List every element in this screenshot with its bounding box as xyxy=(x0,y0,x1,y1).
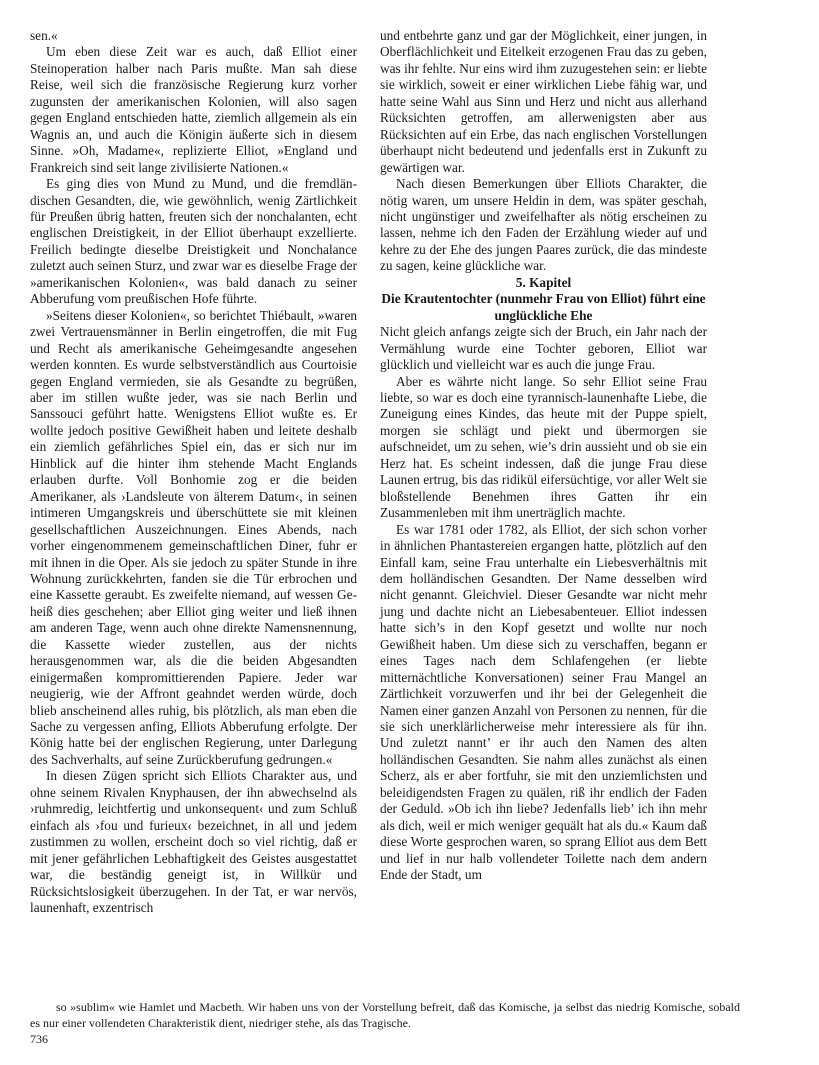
paragraph: Aber es währte nicht lange. So sehr Elliot seine Frau liebte, so war es doch eine tyrannisch-launenhafte Liebe, die Zuneigung eines Kindes, das heute mit der Puppe spielt, morgen sie schlägt und piekt und übermorgen sie aufschneidet, um zu sehen, wie’s drin aussieht und ob sie ein Herz hat. Es scheint indessen, daß die junge Frau diese Launen ertrug, bis das ridikül eifersüchtige, vor aller Welt sie bloßstellende Benehmen ihres Gatten ihr ein Zusammenleben mit ihm unerträglich machte. xyxy=(380,373,707,521)
right-column xyxy=(380,28,707,884)
paragraph: sen.« xyxy=(30,28,58,43)
paragraph: und entbehrte ganz und gar der Möglichkeit, einer jungen, in Oberflächlichkeit und Eitelkeit erzogenen Frau das zu geben, was ihr fehlte. Nur eins wird ihm zuzugestehen sein: er liebte sie wirklich, soweit er einer wirklichen Liebe fähig war, und hatte seine Wahl aus Sinn und Herz und nicht aus allerhand Rücksichten getroffen, am allerwenigsten aber aus Rücksichten auf ein Erbe, das nach englischen Vorstellungen überhaupt nicht bedeutend und jedenfalls erst in Zukunft zu gewärtigen war. xyxy=(380,28,707,175)
page-number: 736 xyxy=(30,1032,48,1046)
paragraph: Es war 1781 oder 1782, als Elliot, der sich schon vorher in ähnlichen Phantastereien ergangen hatte, plötzlich auf den Einfall kam, seine Frau unterhalte ein Liebesverhältnis mit dem holländischen Gesandten. Der Name desselben wird nicht genannt. Gleichviel. Dieser Gesandte war nicht mehr jung und dachte nicht an Liebesabenteuer. Elliot indessen hatte sich’s in den Kopf gesetzt und wollte nur noch Gewißheit haben. Um diese sich zu verschaffen, begann er eines Tages nach dem Schlafengehen (er liebte mitternächtliche Konversationen) seiner Frau Mangel an Zärtlichkeit vorzuwerfen und ihr bei der Gelegenheit die Namen einer ganzen Anzahl von Personen zu nennen, für die sie sich unerklärlicherweise mehr interessiere als für ihn. Und zuletzt nannt’ er ihr auch den Namen des alten holländischen Gesandten. Sie nahm alles zunächst als einen Scherz, als er aber fortfuhr, sie mit den unziemlichsten und beleidigendsten Fragen zu quälen, riß ihr endlich der Faden der Geduld. »Ob ich ihn liebe? Jedenfalls lieb’ ich ihn mehr als dich, weil er mich weniger gequält hat als du.« Kaum daß diese Worte gesprochen waren, so sprang Elliot aus dem Bett und lief in nur halb vollendeter Toilette nach dem andern Ende der Stadt, um xyxy=(380,521,707,883)
footnote: so »sublim« wie Hamlet und Macbeth. Wir haben uns von der Vorstellung befreit, daß das Komische, ja selbst das niedrig Komische, sobald es nur einer vollendeten Charakteristik dient, niedriger stehe, als das Tragische. xyxy=(30,1000,740,1030)
paragraph: »Seitens dieser Kolonien«, so berichtet Thiébault, »waren zwei Vertrauensmänner in Berlin eingetroffen, die mit Fug und Recht als amerikanische Geheimgesandte angesehen werden konnten. Es wurde selbstverständlich aus Courtoisie gegen England vermieden, sie als Gesandte zu begrüßen, aber im stillen wußte jeder, was sie nach Berlin und Sanssouci geführt hatte. Wenigstens Elliot wußte es. Er wollte jedoch positive Gewißheit haben und leitete deshalb ein ziemlich gefährliches Spiel ein, das er sich nur im Hinblick auf die hinter ihm stehende Macht Englands erlauben durfte. Voll Bonhomie zog er die beiden Amerikaner, als ›Landsleute von älterem Datum‹, in seinen intimeren Umgangskreis und überschüttete sie mit kleinen gesellschaftlichen Auszeichnungen. Eines Abends, nach vorher eingenommenem gemeinschaftlichen Diner, fuhr er mit ihnen in die Oper. Als sie jedoch zu später Stunde in ihre Wohnung zurückkehrten, fanden sie die Tür erbrochen und eine Kassette geraubt. Es zweifelte niemand, auf wessen Geheiß dies geschehen; aber Elliot ging weiter und ließ ihnen am anderen Tage, wenn auch ohne direkte Namensnennung, die Kassette wieder zustellen, aus der nichts herausgenommen war, als die die beiden Abgesandten einigermaßen kompromittierenden Papiere. Jeder war neugierig, wie der Affront geahndet werden würde, doch blieb anscheinend alles ruhig, bis plötzlich, als man eben die Sache zu vergessen anfing, Elliots Abberufung erfolgte. Der König hatte bei der englischen Regierung, unter Darlegung des Sachverhalts, auf seine Zurückberufung gedrungen.« xyxy=(30,307,357,767)
left-column xyxy=(30,28,357,916)
paragraph: Nicht gleich anfangs zeigte sich der Bruch, ein Jahr nach der Vermählung wurde eine Tochter geboren, Elliot war glücklich und vielleicht war es auch die junge Frau. xyxy=(380,324,707,373)
chapter-number: 5. Kapitel xyxy=(515,274,572,290)
paragraph: In diesen Zügen spricht sich Elliots Charakter aus, und ohne seinem Rivalen Knyphausen, der ihn abwechselnd als ›ruhmredig, leichtfertig und unkonsequent‹ und zum Schluß einfach als ›fou und furieux‹ bezeichnet, in all und jedem zustimmen zu wollen, erscheint doch so viel richtig, daß er mit jener gefährlichen Lebhaftigkeit des Geistes ausgestattet war, die beständig geneigt ist, in Willkür und Rücksichtslosigkeit überzugehen. In der Tat, er war nervös, launenhaft, exzentrisch xyxy=(30,768,357,916)
paragraph: Es ging dies von Mund zu Mund, und die fremdländischen Gesandten, die, wie gewöhnlich, wenig Zärtlichkeit für Preußen übrig hatten, freuten sich der nonchalanten, echt englischen Dreistigkeit, in der Elliot überhaupt exzellierte. Freilich bedingte dieselbe Dreistigkeit und Nonchalance zuletzt auch seinen Sturz, und zwar war es dieselbe Frage der »amerikanischen Kolonien«, was bald danach zu seiner Abberufung vom preußischen Hofe führte. xyxy=(30,176,357,307)
paragraph: Um eben diese Zeit war es auch, daß Elliot einer Steinoperation halber nach Paris mußte. Man sah diese Reise, weil sich die französische Regierung kurz vorher zugunsten der amerikanischen Kolonien, will also sagen gegen England entschieden hatte, ziemlich allgemein als ein Wagnis an, und auch die Königin äußerte sich in diesem Sinne. »Oh, Madame«, replizierte Elliot, »England und Frankreich sind seit lange zivilisierte Nationen.« xyxy=(30,44,357,175)
paragraph: Nach diesen Bemerkungen über Elliots Charakter, die nötig waren, um unsere Heldin in dem, was später geschah, nicht ungünstiger und zweifelhafter als nötig erscheinen zu lassen, nehme ich den Faden der Erzählung wieder auf und kehre zu der Ehe des jungen Paares zurück, die das mindeste zu sagen, keine glückliche war. xyxy=(380,176,707,274)
chapter-title: Die Krautentochter (nunmehr Frau von Elliot) führt eine unglückliche Ehe xyxy=(381,291,706,323)
